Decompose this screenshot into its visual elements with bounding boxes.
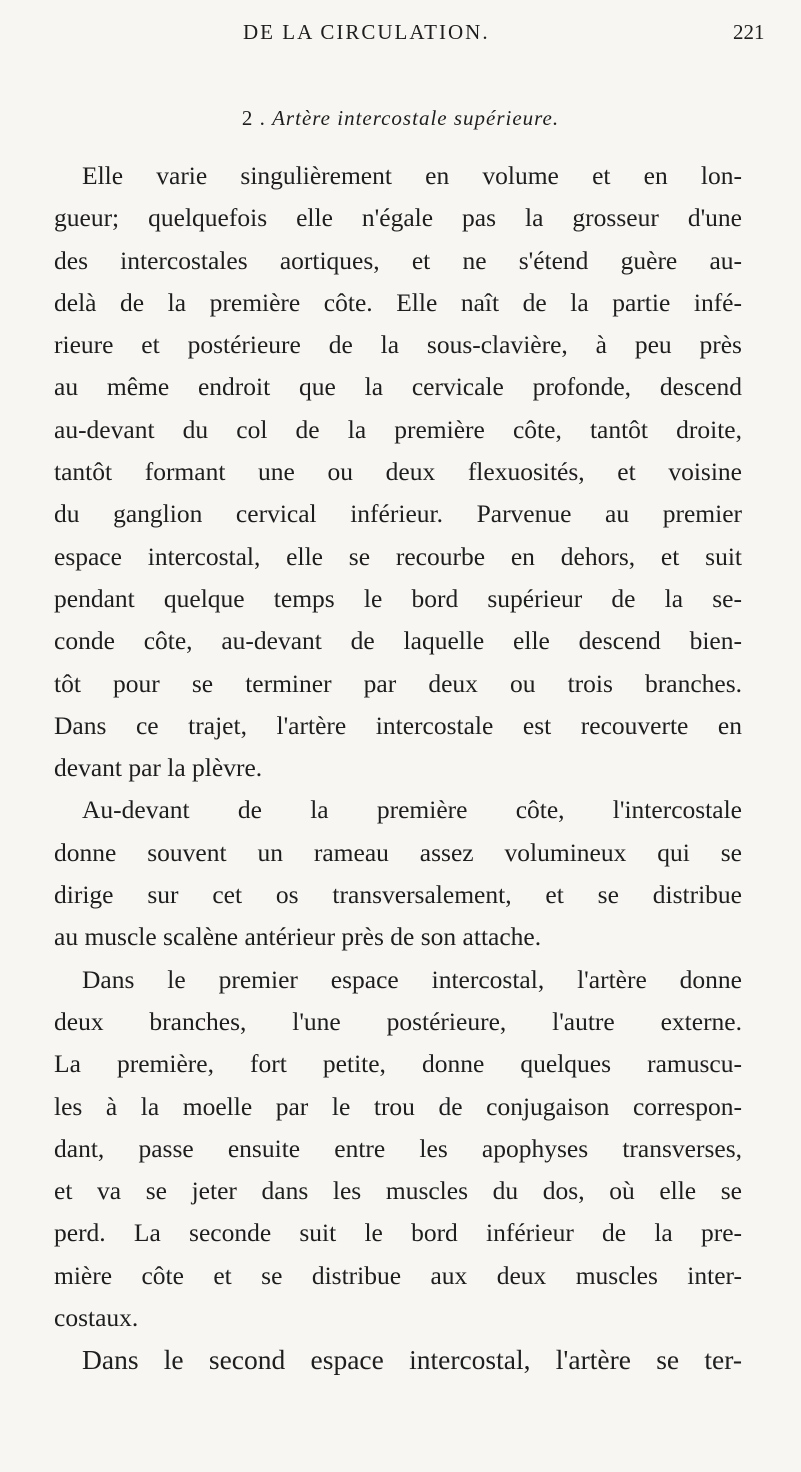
text-line: deux branches, l'une postérieure, l'autre externe. (54, 1006, 742, 1036)
text-line: costaux. (54, 1303, 139, 1333)
text-line: tôt pour se terminer par deux ou trois branches. (54, 668, 742, 698)
text-line: des intercostales aortiques, et ne s'étend guère au- (54, 245, 742, 275)
text-line: La première, fort petite, donne quelques ramuscu- (54, 1049, 742, 1079)
text-line: gueur; quelquefois elle n'égale pas la grosseur d'une (54, 203, 742, 233)
text-line: Dans le second espace intercostal, l'artère se ter- (82, 1344, 742, 1376)
text-line: espace intercostal, elle se recourbe en dehors, et suit (54, 541, 742, 571)
page-number: 221 (733, 20, 765, 44)
text-line: du ganglion cervical inférieur. Parvenue au premier (54, 499, 742, 529)
text-line: donne souvent un rameau assez volumineux qui se (54, 837, 742, 867)
text-line: mière côte et se distribue aux deux muscles inter- (54, 1260, 742, 1290)
text-line: au-devant du col de la première côte, tantôt droite, (54, 414, 742, 444)
section-heading (0, 106, 801, 131)
text-line: Dans le premier espace intercostal, l'artère donne (82, 964, 742, 994)
text-line: perd. La seconde suit le bord inférieur de la pre- (54, 1218, 742, 1248)
text-line: devant par la plèvre. (54, 753, 263, 783)
text-line: les à la moelle par le trou de conjugaison correspon- (54, 1091, 742, 1121)
text-line: Elle varie singulièrement en volume et en lon- (82, 161, 742, 190)
running-title: DE LA CIRCULATION. (243, 20, 490, 44)
text-line: rieure et postérieure de la sous-clavière, à peu près (54, 330, 742, 360)
text-line: dirige sur cet os transversalement, et se distribue (54, 880, 742, 910)
text-line: et va se jeter dans les muscles du dos, où elle se (54, 1176, 742, 1206)
text-line: dant, passe ensuite entre les apophyses transverses, (54, 1133, 742, 1163)
text-line: au même endroit que la cervicale profonde, descend (54, 372, 742, 402)
text-line: tantôt formant une ou deux flexuosités, et voisine (54, 457, 742, 487)
text-line: Au-devant de la première côte, l'intercostale (82, 795, 742, 825)
text-line: pendant quelque temps le bord supérieur de la se- (54, 583, 742, 613)
text-line: Dans ce trajet, l'artère intercostale est recouverte en (54, 710, 742, 740)
section-number: 2 . (241, 106, 266, 130)
body-text (54, 155, 742, 1382)
text-line: conde côte, au-devant de laquelle elle descend bien- (54, 626, 742, 656)
running-head (0, 20, 801, 54)
text-line: delà de la première côte. Elle naît de la partie infé- (54, 287, 742, 317)
section-title: Artère intercostale supérieure. (272, 106, 560, 130)
text-line: au muscle scalène antérieur près de son attache. (54, 922, 542, 952)
